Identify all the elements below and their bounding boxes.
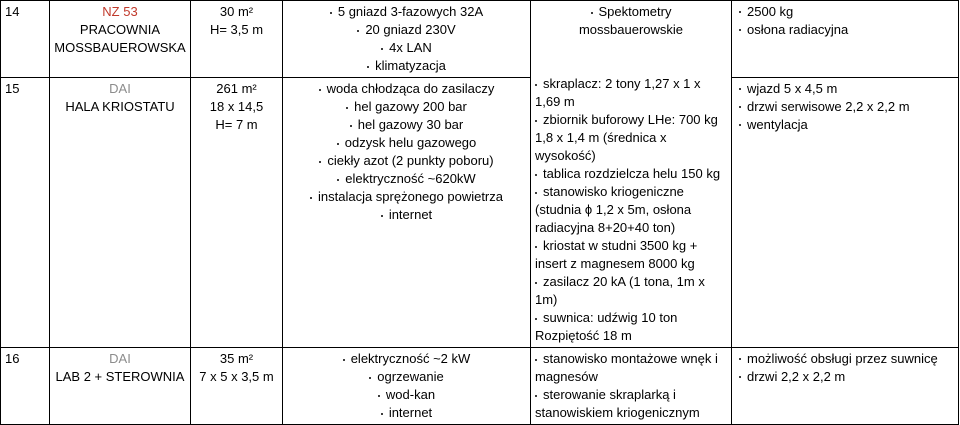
special-item: zasilacz 20 kA (1 tona, 1m x 1m)	[535, 273, 727, 309]
equipment-cell	[283, 78, 531, 348]
requirement-item: wjazd 5 x 4,5 m	[736, 80, 954, 98]
equipment-item: instalacja sprężonego powietrza	[287, 188, 526, 206]
requirement-item: osłona radiacyjna	[736, 21, 954, 39]
requirement-item: wentylacja	[736, 116, 954, 134]
row-number: 16	[1, 348, 50, 425]
row-number: 14	[1, 1, 50, 78]
room-name-cell	[50, 348, 191, 425]
room-size-cell	[191, 348, 283, 425]
equipment-item: 20 gniazd 230V	[287, 21, 526, 39]
room-code: DAI	[109, 351, 131, 366]
equipment-item: klimatyzacja	[287, 57, 526, 75]
equipment-item: 5 gniazd 3-fazowych 32A	[287, 3, 526, 21]
special-intro-line: mossbauerowskie	[578, 22, 684, 37]
room-name-cell	[50, 1, 191, 78]
equipment-item: ciekły azot (2 punkty poboru)	[287, 152, 526, 170]
special-item: zbiornik buforowy LHe: 700 kg 1,8 x 1,4 m (średnica x wysokość)	[535, 111, 727, 165]
room-area: 35 m²	[219, 351, 254, 366]
equipment-cell	[283, 348, 531, 425]
equipment-cell	[283, 1, 531, 78]
requirement-item: drzwi serwisowe 2,2 x 2,2 m	[736, 98, 954, 116]
table-row-15	[1, 78, 959, 348]
equipment-item: odzysk helu gazowego	[287, 134, 526, 152]
special-item: kriostat w studni 3500 kg + insert z magnesem 8000 kg	[535, 237, 727, 273]
equipment-item: hel gazowy 200 bar	[287, 98, 526, 116]
room-dimensions: 7 x 5 x 3,5 m	[199, 369, 274, 384]
requirement-item: drzwi 2,2 x 2,2 m	[736, 368, 954, 386]
room-dimensions: 18 x 14,5	[209, 99, 264, 115]
room-name-line: LAB 2 + STEROWNIA	[55, 369, 185, 384]
equipment-item: wod-kan	[287, 386, 526, 404]
equipment-item: elektryczność ~2 kW	[287, 350, 526, 368]
special-item: sterowanie skraplarką i stanowiskiem kriogenicznym	[535, 386, 727, 422]
room-code: DAI	[109, 81, 131, 97]
requirements-cell	[732, 1, 959, 78]
special-item: stanowisko kriogeniczne (studnia ϕ 1,2 x 5m, osłona radiacyjna 8+20+40 ton)	[535, 183, 727, 237]
room-height: H= 7 m	[215, 117, 258, 133]
equipment-item: elektryczność ~620kW	[287, 170, 526, 188]
special-item: stanowisko montażowe wnęk i magnesów	[535, 350, 727, 386]
equipment-item: 4x LAN	[287, 39, 526, 57]
requirement-item: możliwość obsługi przez suwnicę	[736, 350, 954, 368]
row-number: 15	[1, 78, 50, 348]
special-item: suwnica: udźwig 10 ton Rozpiętość 18 m	[535, 309, 727, 345]
special-equipment-cell	[531, 348, 732, 425]
table-row-16	[1, 348, 959, 425]
requirements-cell	[732, 348, 959, 425]
table-row-14	[1, 1, 959, 78]
equipment-item: internet	[287, 206, 526, 224]
equipment-item: hel gazowy 30 bar	[287, 116, 526, 134]
room-code: NZ 53	[102, 4, 138, 19]
room-name-line: MOSSBAUEROWSKA	[54, 40, 186, 55]
requirements-cell	[732, 78, 959, 348]
room-area: 30 m²	[219, 4, 254, 19]
room-height: H= 3,5 m	[209, 22, 264, 37]
special-item: tablica rozdzielcza helu 150 kg	[535, 165, 727, 183]
requirement-item: 2500 kg	[736, 3, 954, 21]
room-name-line: PRACOWNIA	[79, 22, 161, 37]
equipment-item: internet	[287, 404, 526, 422]
room-size-cell	[191, 78, 283, 348]
room-name-cell	[50, 78, 191, 348]
equipment-item: woda chłodząca do zasilaczy	[287, 80, 526, 98]
special-intro-line: Spektometry	[598, 4, 672, 19]
special-item: skraplacz: 2 tony 1,27 x 1 x 1,69 m	[535, 75, 727, 111]
room-size-cell	[191, 1, 283, 78]
special-equipment-cell	[531, 1, 732, 348]
room-name-line: HALA KRIOSTATU	[65, 99, 175, 115]
room-area: 261 m²	[216, 81, 257, 97]
equipment-item: ogrzewanie	[287, 368, 526, 386]
